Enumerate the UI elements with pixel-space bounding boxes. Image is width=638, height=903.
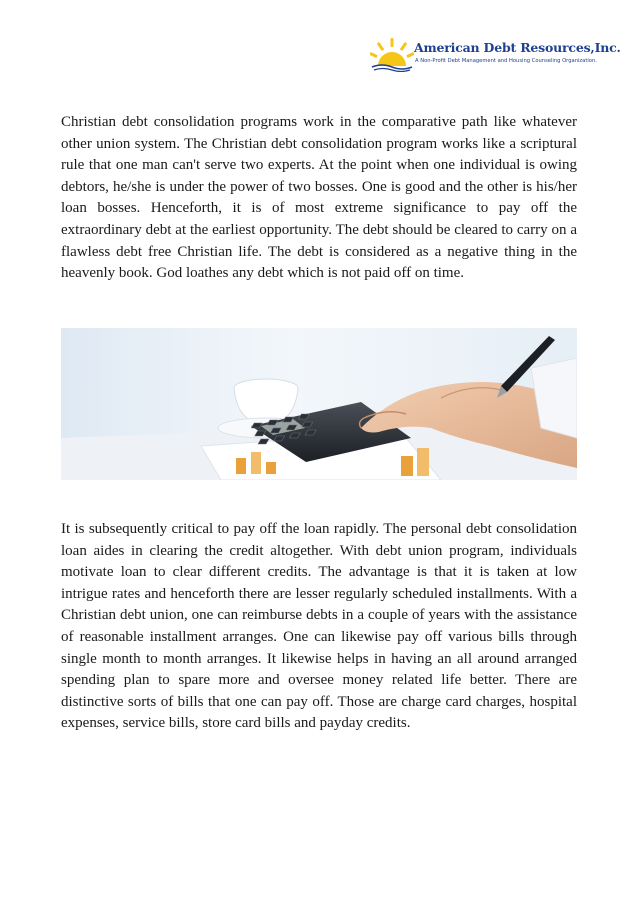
body-paragraph-1: Christian debt consolidation programs work in the comparative path like whatever other union system. The Christian debt consolidation program works like a scriptural rule that one man can't serve two experts. At the point when one individual is owing debtors, he/she is under the power of two bosses. One is good and the other is his/her loan bosses. Henceforth, it is of most extreme significance to pay off the extraordinary debt at the earliest opportunity. The debt should be cleared to carry on a flawless debt free Christian life. The debt is considered as a negative thing in the heavenly book. God loathes any debt which is not paid off on time.: [61, 114, 577, 282]
logo-tagline: A Non-Profit Debt Management and Housing Counseling Organization.: [415, 58, 597, 64]
sun-icon: [370, 36, 414, 72]
body-paragraph-2: It is subsequently critical to pay off the loan rapidly. The personal debt consolidation loan aides in clearing the credit altogether. With debt union program, individuals motivate loan to clear different credits. The advantage is that it is taken at low intrigue rates and henceforth there are lesser regularly scheduled installments. With a Christian debt union, one can reimburse debts in a couple of years with the assistance of reasonable installment arranges. One can likewise pay off various bills through single month to month arranges. It likewise helps in having an all around arranged spending plan to spare more and oversee money related life better. There are distinctive sorts of bills that one can pay off. Those are charge card charges, hospital expenses, service bills, store card bills and payday credits.: [61, 521, 577, 732]
calculator-hand-image: [61, 328, 577, 480]
calculator-photo: [61, 328, 577, 480]
company-logo: [370, 36, 621, 72]
logo-title: American Debt Resources,Inc.: [414, 40, 621, 55]
